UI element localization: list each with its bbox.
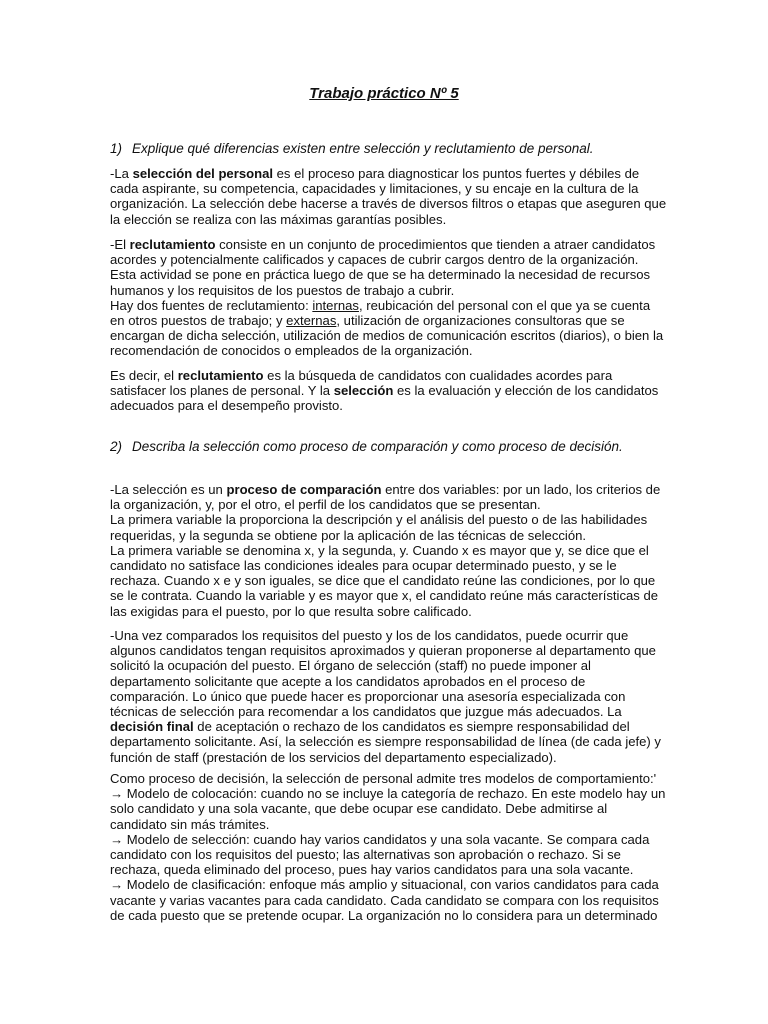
text-span: entre dos variables: por un lado, los criterios de [381, 482, 661, 497]
text-line: comparación. Lo único que puede hacer es proporcionar una asesoría especializada con [110, 688, 626, 704]
text-line: solo candidato y una sola vacante, que debe ocupar ese candidato. Debe admitirse al [110, 801, 608, 817]
text-span: satisfacer los planes de personal. Y la [110, 383, 334, 399]
text-span: , utilización de organizaciones consultoras que se [336, 313, 625, 329]
text-span: consiste en un conjunto de procedimientos que tienden a atraer candidatos [215, 237, 656, 252]
text-line: → Modelo de selección: cuando hay varios candidatos y una sola vacante. Se compara cada [110, 831, 650, 847]
bold-term: reclutamiento [177, 368, 264, 383]
underlined-term: internas [312, 297, 359, 313]
document-title: Trabajo práctico Nº 5 [309, 85, 459, 102]
paragraph-reclutamiento-definition [110, 237, 670, 359]
text-line: -Una vez comparados los requisitos del puesto y los de los candidatos, puede ocurrir que [110, 628, 629, 643]
text-line: candidato no satisface las condiciones ideales para ocupar determinado puesto, y se le [110, 558, 617, 574]
text-line: departamento solicitante. Así, la selección es siempre responsabilidad de línea (de cada jefe) y [110, 734, 661, 750]
text-line: La primera variable la proporciona la descripción y el análisis del puesto o de las habilidades [110, 512, 648, 528]
text-line: La primera variable se denomina x, y la segunda, y. Cuando x es mayor que y, se dice que el [110, 542, 649, 558]
bold-term: reclutamiento [129, 237, 216, 252]
text-line: requeridas, y la segunda se obtiene por la aplicación de las técnicas de selección. [110, 527, 587, 543]
text-line: las exigidas para el puesto, por lo que resulta sobre calificado. [110, 603, 472, 619]
question-2-text: Describa la selección como proceso de comparación y como proceso de decisión. [132, 439, 623, 454]
text-span: -La [110, 166, 133, 181]
text-span: es la evaluación y elección de los candidatos [393, 383, 659, 399]
question-1 [110, 141, 670, 157]
text-line [110, 368, 670, 383]
underlined-term: externas [286, 313, 337, 329]
text-line [110, 383, 670, 398]
paragraph-proceso-decision [110, 771, 670, 923]
paragraph-decision-final [110, 628, 670, 765]
text-line [110, 482, 670, 497]
text-line: algunos candidatos tengan requisitos aproximados y quieran proponerse al departamento que [110, 643, 656, 659]
bold-term: selección [333, 383, 394, 399]
text-line: solicitó la ocupación del puesto. El órgano de selección (staff) no puede imponer al [110, 658, 591, 674]
bold-term: decisión final [110, 719, 194, 735]
text-line: la elección se realiza con las máximas garantías posibles. [110, 211, 447, 227]
text-span: Hay dos fuentes de reclutamiento: [110, 297, 313, 313]
text-line: Esta actividad se pone en práctica luego de que se ha determinado la necesidad de recursos [110, 267, 651, 283]
text-line: recomendación de conocidos o empleados de la organización. [110, 343, 473, 359]
question-1-text: Explique qué diferencias existen entre selección y reclutamiento de personal. [132, 141, 594, 156]
text-line [110, 313, 670, 328]
text-line: adecuados para el desempeño provisto. [110, 398, 343, 414]
text-line: función de staff (prestación de los servicios del departamento especializado). [110, 749, 557, 765]
paragraph-proceso-comparacion [110, 482, 670, 619]
text-line [110, 298, 670, 313]
bold-term: selección del personal [132, 166, 274, 181]
question-2 [110, 439, 670, 455]
text-line: departamento solicitante que acepte a los candidatos aprobados en el proceso de [110, 673, 586, 689]
text-span: -El [110, 237, 130, 252]
text-span: es la búsqueda de candidatos con cualidades acordes para [263, 368, 613, 383]
paragraph-seleccion-definition [110, 166, 670, 227]
text-span: , reubicación del personal con el que ya se cuenta [358, 297, 651, 313]
paragraph-summary [110, 368, 670, 414]
question-1-number: 1) [110, 141, 123, 156]
text-span: Es decir, el [110, 368, 178, 383]
text-line: rechaza. Cuando x e y son iguales, se dice que el candidato reúne las condiciones, por lo que [110, 573, 656, 589]
text-line: candidato con los requisitos del puesto; las alternativas son aprobación o rechazo. Si se [110, 847, 621, 863]
text-line: humanos y los requisitos de los puestos de trabajo a cubrir. [110, 282, 455, 298]
text-line: → Modelo de clasificación: enfoque más amplio y situacional, con varios candidatos para cada [110, 877, 659, 893]
text-line: de cada puesto que se pretende ocupar. La organización no lo considera para un determinado [110, 907, 658, 923]
text-line: vacante y varias vacantes para cada candidato. Cada candidato se compara con los requisitos [110, 892, 659, 908]
text-line: técnicas de selección para recomendar a los candidatos que juzgue más adecuados. La [110, 704, 622, 720]
text-line: → Modelo de colocación: cuando no se incluye la categoría de rechazo. En este modelo hay un [110, 786, 666, 802]
text-line: la organización, y, por el otro, el perfil de los candidatos que se presentan. [110, 497, 541, 513]
text-line: encargan de dicha selección, utilización de medios de comunicación escritos (diarios), o bien la [110, 328, 664, 344]
question-2-number: 2) [110, 439, 123, 454]
text-span: en otros puestos de trabajo; y [110, 313, 287, 329]
text-span: es el proceso para diagnosticar los puntos fuertes y débiles de [273, 166, 640, 181]
text-line [110, 237, 670, 252]
text-line [110, 166, 670, 181]
text-line: organización. La selección debe hacerse a través de diversos filtros o etapas que aseguren que [110, 196, 667, 212]
text-line: Como proceso de decisión, la selección de personal admite tres modelos de comportamiento:' [110, 771, 657, 786]
text-span: de aceptación o rechazo de los candidatos es siempre responsabilidad del [193, 719, 630, 735]
text-line: cada aspirante, su competencia, capacidades y limitaciones, y su encaje en la cultura de la [110, 181, 639, 197]
text-line: candidato sin más trámites. [110, 816, 270, 832]
text-line: se le contrata. Cuando la variable y es mayor que x, el candidato reúne más características de [110, 588, 659, 604]
text-line [110, 719, 670, 734]
text-line: acordes y potencialmente calificados y capaces de cubrir cargos dentro de la organización. [110, 252, 639, 268]
text-line: rechaza, queda eliminado del proceso, pues hay varios candidatos para una sola vacante. [110, 862, 634, 878]
text-span: -La selección es un [110, 482, 227, 497]
bold-term: proceso de comparación [226, 482, 382, 497]
